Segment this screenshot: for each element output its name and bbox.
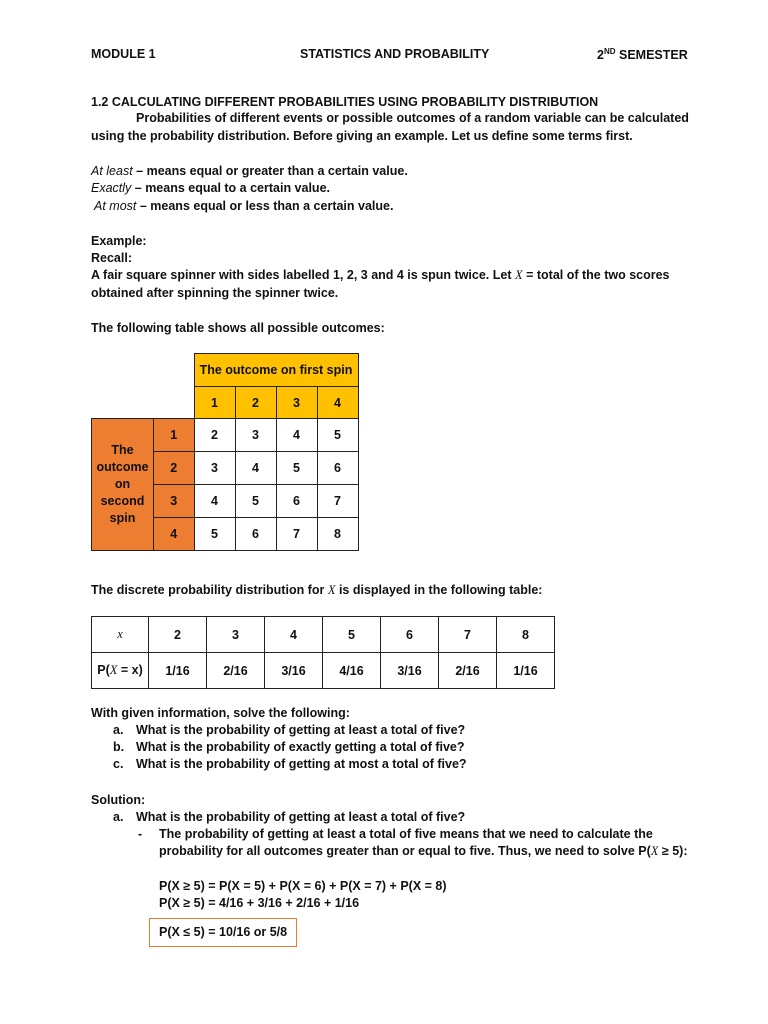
outcome-cell: 3 (194, 452, 235, 485)
x-value: 5 (323, 617, 381, 653)
outcome-cell: 8 (317, 518, 358, 551)
p-value: 1/16 (149, 653, 207, 689)
second-spin-value: 4 (154, 518, 195, 551)
second-spin-value: 1 (154, 419, 195, 452)
intro-line-2: using the probability distribution. Before giving an example. Let us define some terms first. (91, 129, 633, 143)
outcome-cell: 5 (276, 452, 317, 485)
x-value: 8 (497, 617, 555, 653)
header-subject: STATISTICS AND PROBABILITY (300, 47, 490, 61)
solution-question: What is the probability of getting at least a total of five? (136, 810, 466, 824)
p-value: 2/16 (207, 653, 265, 689)
definition-at-most: At most – means equal or less than a certain value. (91, 199, 394, 213)
first-spin-value: 2 (235, 387, 276, 419)
outcome-cell: 4 (235, 452, 276, 485)
solution-label: Solution: (91, 793, 146, 807)
definition-at-least: At least – means equal or greater than a certain value. (91, 164, 408, 178)
outcomes-intro: The following table shows all possible outcomes: (91, 321, 385, 335)
p-value: 1/16 (497, 653, 555, 689)
equation-1: P(X ≥ 5) = P(X = 5) + P(X = 6) + P(X = 7) + P(X = 8) (159, 879, 447, 893)
p-value: 3/16 (265, 653, 323, 689)
header-module: MODULE 1 (91, 47, 156, 61)
first-spin-value: 1 (194, 387, 235, 419)
recall-label: Recall: (91, 251, 132, 265)
x-value: 4 (265, 617, 323, 653)
first-spin-header: The outcome on first spin (194, 354, 358, 387)
equation-2: P(X ≥ 5) = 4/16 + 3/16 + 2/16 + 1/16 (159, 896, 360, 910)
outcome-cell: 3 (235, 419, 276, 452)
p-label: P(X = x) (92, 653, 149, 689)
example-label: Example: (91, 234, 147, 248)
outcome-cell: 5 (317, 419, 358, 452)
question-c: What is the probability of getting at most a total of five? (136, 757, 467, 771)
first-spin-value: 4 (317, 387, 358, 419)
outcome-cell: 6 (317, 452, 358, 485)
questions-intro: With given information, solve the following: (91, 706, 350, 720)
outcome-cell: 6 (276, 485, 317, 518)
explanation-line-1: The probability of getting at least a total of five means that we need to calculate the (159, 827, 653, 841)
distribution-intro: The discrete probability distribution for X is displayed in the following table: (91, 583, 543, 597)
question-a: What is the probability of getting at least a total of five? (136, 723, 466, 737)
definition-exactly: Exactly – means equal to a certain value. (91, 181, 330, 195)
intro-line-1: Probabilities of different events or possible outcomes of a random variable can be calculated (136, 111, 689, 125)
outcome-cell: 7 (276, 518, 317, 551)
question-letter: c. (113, 757, 124, 771)
spinner-line-1: A fair square spinner with sides labelled 1, 2, 3 and 4 is spun twice. Let X = total of the two scores (91, 268, 670, 282)
outcome-cell: 4 (194, 485, 235, 518)
x-value: 2 (149, 617, 207, 653)
x-label: x (92, 617, 149, 653)
second-spin-value: 3 (154, 485, 195, 518)
second-spin-value: 2 (154, 452, 195, 485)
outcome-cell: 5 (235, 485, 276, 518)
question-letter: b. (113, 740, 125, 754)
explanation-line-2: probability for all outcomes greater than or equal to five. Thus, we need to solve P(X ≥ 5): (159, 844, 688, 858)
second-spin-header: The outcome on second spin (92, 419, 154, 551)
outcome-cell: 6 (235, 518, 276, 551)
solution-letter: a. (113, 810, 124, 824)
section-title: 1.2 CALCULATING DIFFERENT PROBABILITIES USING PROBABILITY DISTRIBUTION (91, 95, 599, 109)
p-value: 4/16 (323, 653, 381, 689)
header-semester: 2ND SEMESTER (597, 47, 688, 63)
answer-box: P(X ≤ 5) = 10/16 or 5/8 (149, 918, 297, 947)
outcome-cell: 2 (194, 419, 235, 452)
outcome-cell: 7 (317, 485, 358, 518)
x-value: 6 (381, 617, 439, 653)
first-spin-value: 3 (276, 387, 317, 419)
spinner-line-2: obtained after spinning the spinner twice. (91, 286, 339, 300)
outcome-table (91, 353, 359, 551)
x-value: 7 (439, 617, 497, 653)
question-b: What is the probability of exactly getting a total of five? (136, 740, 465, 754)
p-value: 3/16 (381, 653, 439, 689)
x-value: 3 (207, 617, 265, 653)
outcome-cell: 4 (276, 419, 317, 452)
explanation-dash: - (138, 827, 143, 841)
question-letter: a. (113, 723, 124, 737)
distribution-table (91, 616, 555, 689)
outcome-cell: 5 (194, 518, 235, 551)
p-value: 2/16 (439, 653, 497, 689)
